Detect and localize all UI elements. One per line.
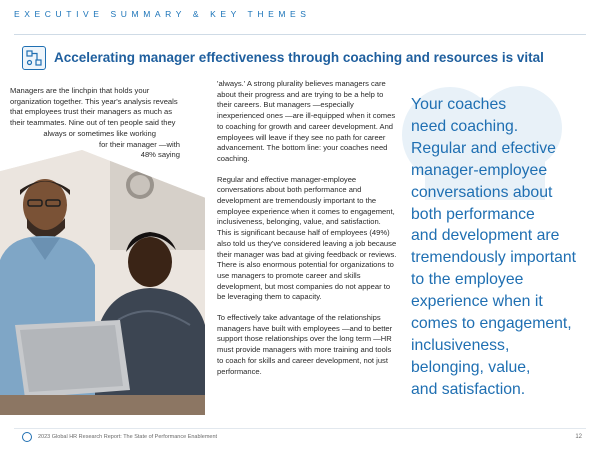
quote-line: tremendously important xyxy=(411,249,577,267)
section-title: Accelerating manager effectiveness through coaching and resources is vital xyxy=(54,50,544,65)
quote-line: to the employee xyxy=(411,271,524,289)
body-column xyxy=(217,79,397,387)
intro-line: organization together. This year's analysis reveals xyxy=(10,96,178,106)
footer-divider xyxy=(14,428,586,429)
quote-line: manager-employee xyxy=(411,161,548,179)
intro-line: Managers are the linchpin that holds your xyxy=(10,86,150,95)
quote-line: Your coaches xyxy=(411,96,507,113)
quote-line: both performance xyxy=(411,205,535,223)
quote-line: conversations about xyxy=(411,183,553,201)
pull-quote xyxy=(411,94,600,401)
body-paragraph: Regular and effective manager-employee conversations about both performance and development are tremendously important to the employee experience when it comes to engagement, inclusiveness, belonging, value, and satisfaction. This is significant because half of employees (49%) also told us they've considered leaving a job because their manager was bad at giving feedback or reviews. There is also enormous potential for organizations to use managers to promote career and skills development, but most companies do not appear to be leveraging them to capacity. xyxy=(217,174,397,302)
quote-line: comes to engagement, xyxy=(411,315,572,333)
header-divider xyxy=(14,34,586,35)
intro-column xyxy=(10,86,200,161)
intro-line: for their manager —with xyxy=(98,139,180,149)
managers-photo xyxy=(0,150,205,415)
section-title-row xyxy=(22,46,582,72)
quote-line: inclusiveness, xyxy=(411,336,510,354)
quote-line: belonging, value, xyxy=(411,358,531,376)
intro-line: always or sometimes like working xyxy=(43,128,156,138)
body-paragraph: 'always.' A strong plurality believes managers care about their progress and are trying to be a help to their careers. But managers —especially inexperienced ones —are ill-equipped when it comes to coaching for growth and career development. And employees will leave if they see no path for career advancement. The bottom line: your coaches need coaching. xyxy=(217,79,396,163)
header-band xyxy=(0,0,600,30)
intro-line: 48% saying xyxy=(140,150,180,160)
footer-report-title: 2023 Global HR Research Report: The State of Performance Enablement xyxy=(38,434,218,440)
strategy-board-icon xyxy=(22,46,46,70)
intro-line: that employees trust their managers as much as xyxy=(10,107,173,117)
quote-line: and development are xyxy=(411,227,560,245)
brand-logo-icon xyxy=(22,432,32,442)
quote-line: experience when it xyxy=(411,293,543,311)
section-kicker: EXECUTIVE SUMMARY & KEY THEMES xyxy=(14,9,311,19)
quote-line: and satisfaction. xyxy=(411,380,526,398)
quote-line: need coaching. xyxy=(411,117,519,135)
intro-line: their teammates. Nine out of ten people said they xyxy=(10,118,176,128)
quote-line: Regular and efective xyxy=(411,139,556,157)
body-paragraph: To effectively take advantage of the relationships managers have built with employees —and to better support those relationships over the long term —HR must provide managers with more training and tools to coach for skills and career development, not just performance. xyxy=(217,313,393,376)
page-number: 12 xyxy=(575,434,582,440)
